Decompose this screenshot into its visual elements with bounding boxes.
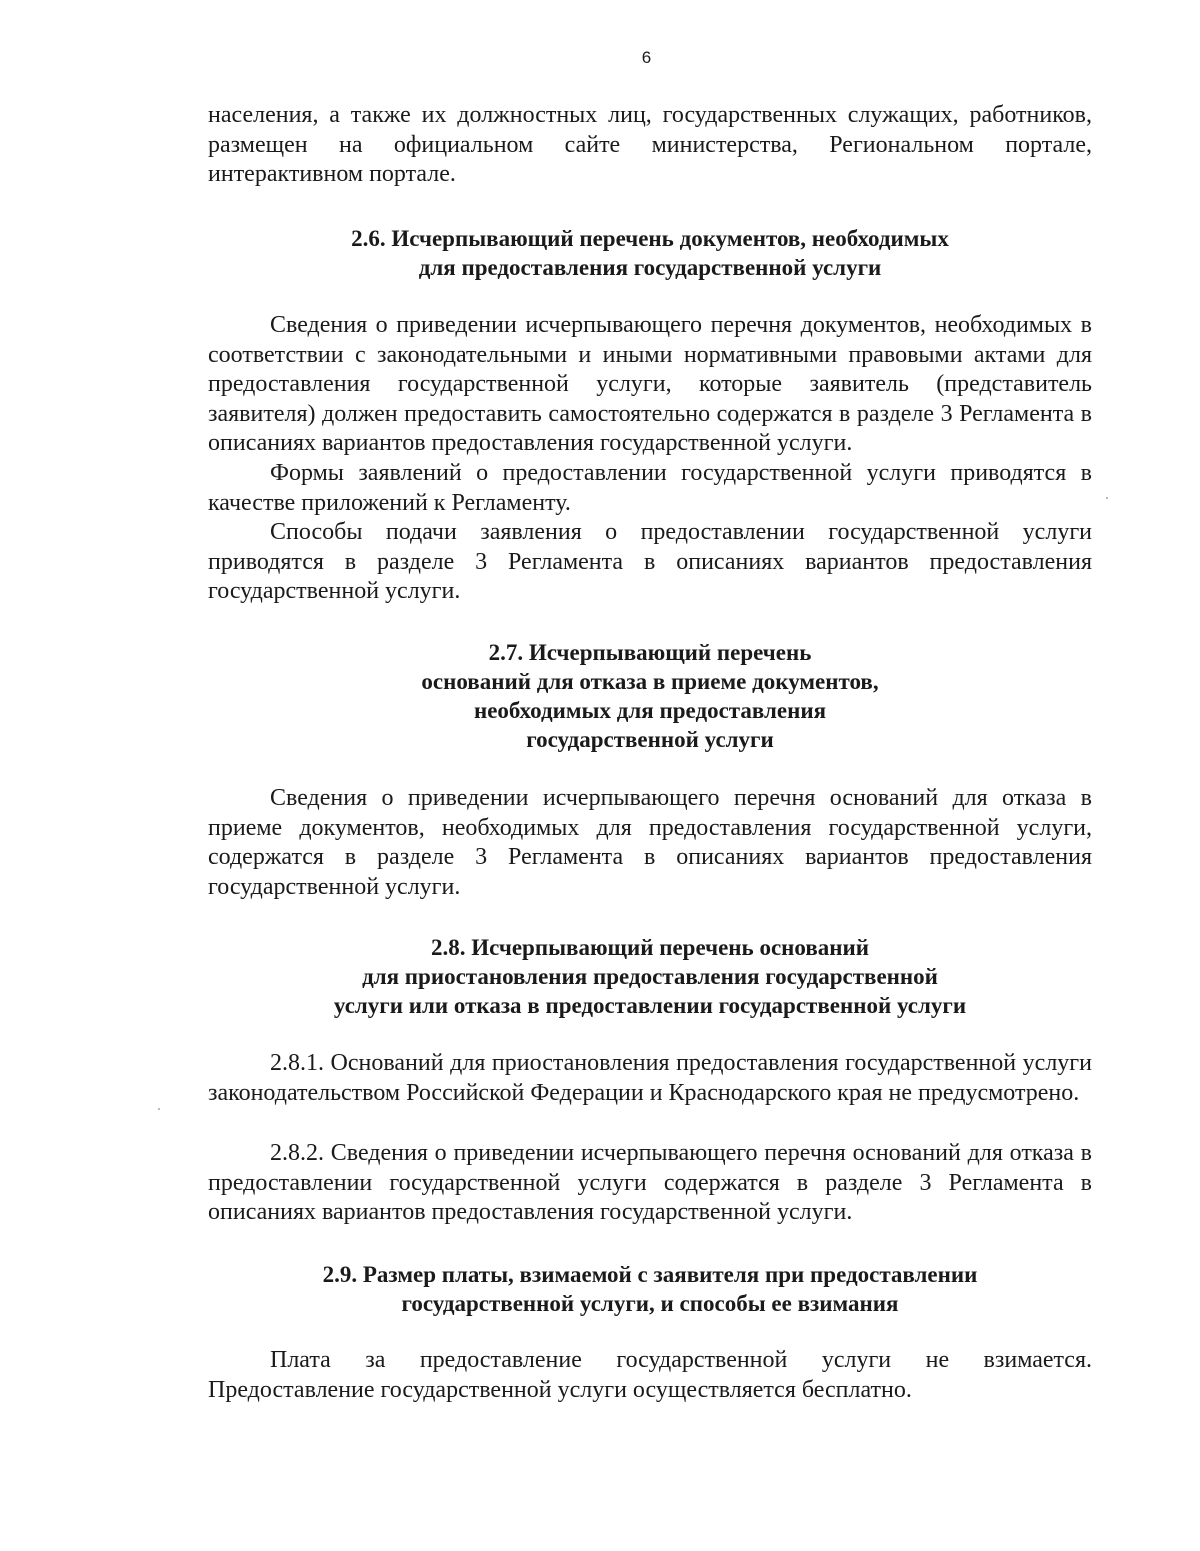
heading-line: услуги или отказа в предоставлении государственной услуги — [333, 993, 967, 1018]
scan-speck — [1106, 497, 1108, 499]
heading-line: для приостановления предоставления государственной — [362, 964, 938, 989]
heading-line: государственной услуги — [526, 727, 774, 752]
section-2-7-heading — [208, 638, 1092, 754]
heading-line: для предоставления государственной услуги — [418, 255, 882, 280]
section-2-8-paragraph-1: 2.8.1. Оснований для приостановления предоставления государственной услуги законодательством Российской Федерации и Краснодарского края не предусмотрено. — [208, 1050, 1092, 1106]
section-2-8-paragraph-2: 2.8.2. Сведения о приведении исчерпывающего перечня оснований для отказа в предоставлении государственной услуги содержатся в разделе 3 Регламента в описаниях вариантов предоставления государственной услуги. — [208, 1140, 1092, 1225]
heading-line: 2.7. Исчерпывающий перечень — [488, 640, 812, 665]
section-2-6-paragraph-2: Формы заявлений о предоставлении государственной услуги приводятся в качестве приложений к Регламенту. — [208, 460, 1092, 516]
continuation-paragraph: населения, а также их должностных лиц, государственных служащих, работников, размещен на официальном сайте министерства, Региональном портале, интерактивном портале. — [208, 102, 1092, 187]
heading-line: 2.8. Исчерпывающий перечень оснований — [430, 935, 870, 960]
heading-line: необходимых для предоставления — [473, 698, 827, 723]
section-2-8-heading — [208, 933, 1092, 1020]
section-2-7-paragraph-1: Сведения о приведении исчерпывающего перечня оснований для отказа в приеме документов, необходимых для предоставления государственной услуги, содержатся в разделе 3 Регламента в описаниях вариантов предоставления государственной услуги. — [208, 785, 1092, 900]
heading-line: 2.6. Исчерпывающий перечень документов, необходимых — [351, 226, 949, 251]
heading-line: государственной услуги, и способы ее взимания — [401, 1291, 899, 1316]
section-2-6-heading — [208, 224, 1092, 282]
scan-speck — [158, 1108, 160, 1110]
section-2-9-paragraph-1: Плата за предоставление государственной услуги не взимается. Предоставление государственной услуги осуществляется бесплатно. — [208, 1347, 1092, 1403]
heading-line: 2.9. Размер платы, взимаемой с заявителя при предоставлении — [322, 1262, 978, 1287]
section-2-6-paragraph-3: Способы подачи заявления о предоставлении государственной услуги приводятся в разделе 3 Регламента в описаниях вариантов предоставления государственной услуги. — [208, 519, 1092, 604]
section-2-9-heading — [208, 1260, 1092, 1318]
heading-line: оснований для отказа в приеме документов, — [421, 669, 879, 694]
page-number: 6 — [641, 48, 652, 67]
section-2-6-paragraph-1: Сведения о приведении исчерпывающего перечня документов, необходимых в соответствии с законодательными и иными нормативными правовыми актами для предоставления государственной услуги, которые заявитель (представитель заявителя) должен предоставить самостоятельно содержатся в разделе 3 Регламента в описаниях вариантов предоставления государственной услуги. — [208, 312, 1092, 456]
